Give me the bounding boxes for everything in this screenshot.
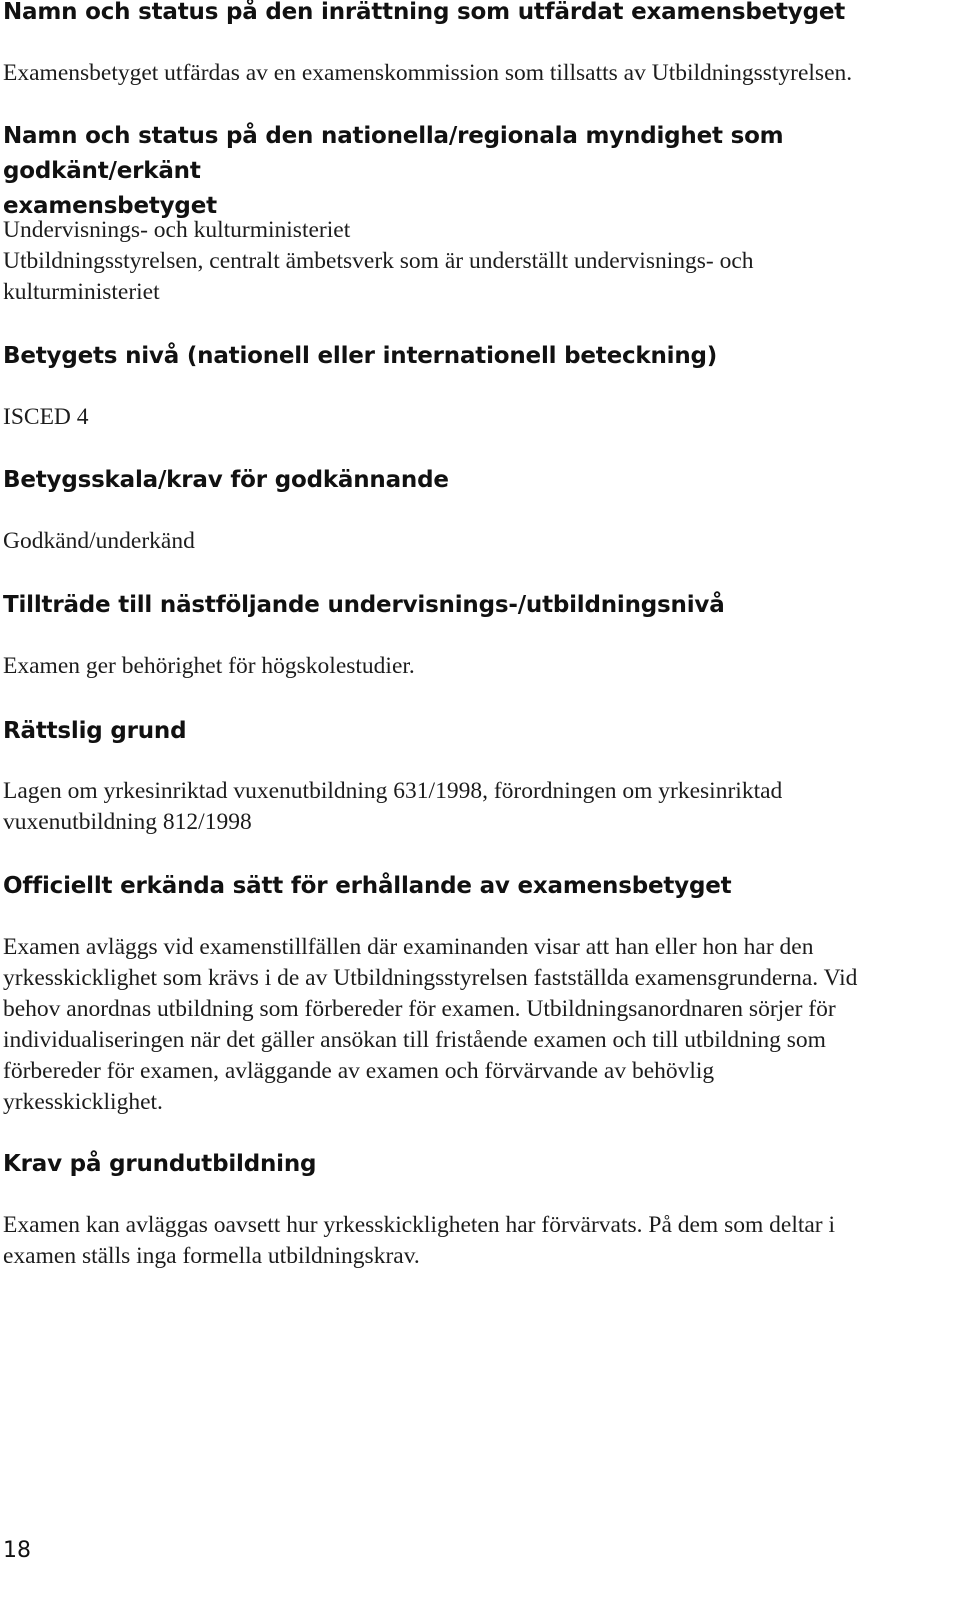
- paragraph-line: Examen kan avläggas oavsett hur yrkesskickligheten har förvärvats. På dem som deltar i: [3, 1212, 836, 1238]
- section-body: [3, 1210, 943, 1272]
- section-certificate-level: [3, 339, 943, 374]
- paragraph-line: Undervisnings- och kulturministeriet: [3, 217, 351, 243]
- paragraph-line: yrkesskicklighet.: [3, 1089, 163, 1115]
- section-body: [3, 215, 943, 308]
- section-body: [3, 402, 943, 433]
- section-heading-line: examensbetyget: [3, 193, 217, 219]
- section-heading: Tillträde till nästföljande undervisnings-/utbildningsnivå: [3, 592, 725, 618]
- paragraph-line: förbereder för examen, avläggande av examen och förvärvande av behövlig: [3, 1058, 715, 1084]
- section-heading-line: Namn och status på den nationella/regionala myndighet som godkänt/erkänt: [3, 123, 784, 184]
- paragraph-line: yrkesskicklighet som krävs i de av Utbildningsstyrelsen fastställda examensgrunderna. Vid: [3, 965, 858, 991]
- section-body: [3, 932, 943, 1118]
- paragraph-line: Examensbetyget utfärdas av en examenskommission som tillsatts av Utbildningsstyrelsen.: [3, 60, 853, 86]
- section-access-next-level: [3, 588, 943, 623]
- paragraph-line: behov anordnas utbildning som förbereder för examen. Utbildningsanordnaren sörjer för: [3, 996, 836, 1022]
- section-basic-education-requirements: [3, 1147, 943, 1182]
- section-heading: Officiellt erkända sätt för erhållande av examensbetyget: [3, 873, 732, 899]
- paragraph-line: Examen avläggs vid examenstillfällen där examinanden visar att han eller hon har den: [3, 934, 814, 960]
- paragraph-line: kulturministeriet: [3, 279, 160, 305]
- section-heading: Krav på grundutbildning: [3, 1151, 317, 1177]
- section-heading: Betygsskala/krav för godkännande: [3, 467, 449, 493]
- paragraph-line: examen ställs inga formella utbildningskrav.: [3, 1243, 420, 1269]
- paragraph-line: vuxenutbildning 812/1998: [3, 809, 252, 835]
- section-heading: Betygets nivå (nationell eller internationell beteckning): [3, 343, 718, 369]
- section-approving-authority: [3, 119, 943, 224]
- section-body: [3, 651, 943, 682]
- paragraph-line: ISCED 4: [3, 404, 89, 430]
- section-official-ways: [3, 869, 943, 904]
- paragraph-line: Utbildningsstyrelsen, centralt ämbetsverk som är underställt undervisnings- och: [3, 248, 754, 274]
- section-issuing-institution: [3, 0, 943, 30]
- section-legal-basis: [3, 714, 943, 749]
- section-body: [3, 776, 943, 838]
- paragraph-line: Lagen om yrkesinriktad vuxenutbildning 631/1998, förordningen om yrkesinriktad: [3, 778, 783, 804]
- section-body: [3, 526, 943, 557]
- section-grading-scale: [3, 463, 943, 498]
- page-number: 18: [3, 1538, 31, 1563]
- paragraph-line: Godkänd/underkänd: [3, 528, 195, 554]
- section-heading: Namn och status på den inrättning som utfärdat examensbetyget: [3, 0, 846, 25]
- paragraph-line: individualiseringen när det gäller ansökan till fristående examen och till utbildning som: [3, 1027, 826, 1053]
- paragraph-line: Examen ger behörighet för högskolestudier.: [3, 653, 415, 679]
- section-heading: Rättslig grund: [3, 718, 187, 744]
- section-body: [3, 58, 943, 89]
